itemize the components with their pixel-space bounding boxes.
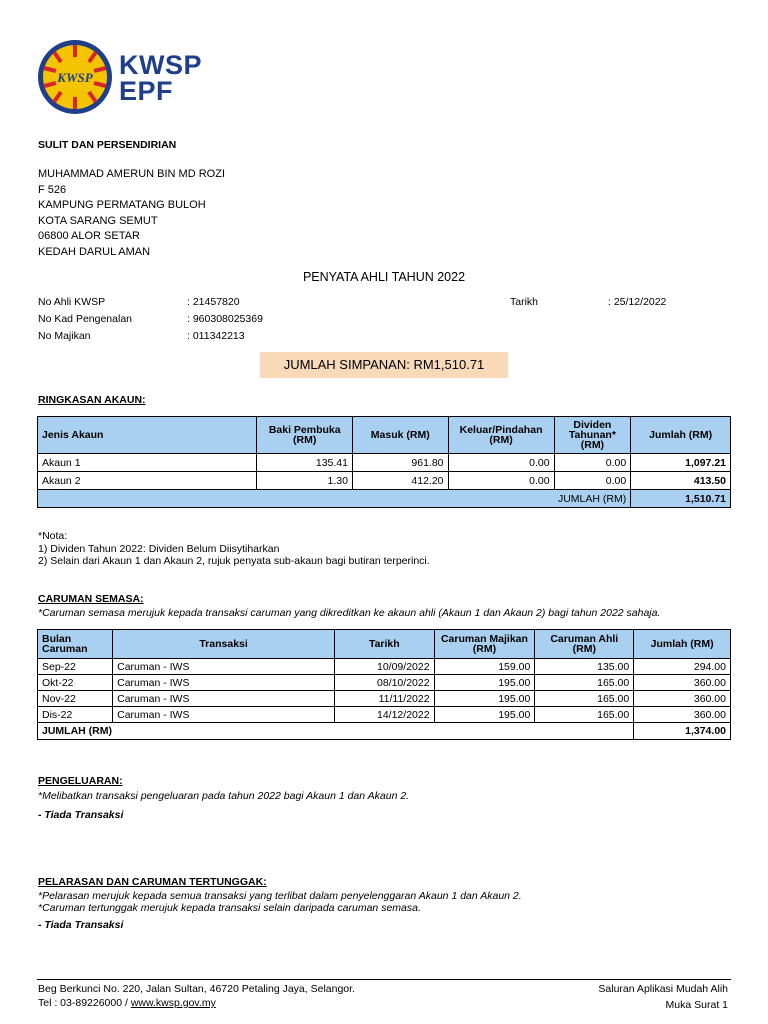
table-row — [38, 707, 731, 723]
cell-masuk: 412.20 — [352, 472, 448, 490]
table-row — [38, 691, 731, 707]
footer-channel: Saluran Aplikasi Mudah Alih — [598, 983, 728, 995]
cell-akaun: Akaun 1 — [38, 454, 257, 472]
caruman-table — [37, 629, 731, 740]
total-savings-text: JUMLAH SIMPANAN: RM1,510.71 — [283, 357, 485, 372]
footer-contact — [38, 997, 216, 1009]
cell-baki: 1.30 — [257, 472, 353, 490]
col-jumlah: Jumlah (RM) — [634, 630, 731, 659]
tertunggak-note: *Caruman tertunggak merujuk kepada transaksi selain daripada caruman semasa. — [38, 901, 421, 914]
kp-label: No Kad Pengenalan — [38, 313, 132, 325]
total-label: JUMLAH (RM) — [38, 723, 634, 740]
cell-bulan: Okt-22 — [38, 675, 113, 691]
cell-dividen: 0.00 — [554, 454, 631, 472]
cell-majikan: 195.00 — [434, 691, 535, 707]
cell-majikan: 195.00 — [434, 707, 535, 723]
total-value: 1,510.71 — [631, 490, 731, 508]
cell-keluar: 0.00 — [448, 454, 554, 472]
cell-jumlah: 360.00 — [634, 691, 731, 707]
table-row — [38, 675, 731, 691]
footer-address: Beg Berkunci No. 220, Jalan Sultan, 46720 Petaling Jaya, Selangor. — [38, 983, 355, 995]
cell-bulan: Nov-22 — [38, 691, 113, 707]
nota-block — [38, 530, 430, 568]
footer-page-number: Muka Surat 1 — [665, 999, 728, 1011]
kwsp-seal-icon — [36, 38, 114, 116]
cell-jumlah: 360.00 — [634, 707, 731, 723]
ringkasan-table — [37, 416, 731, 508]
col-caruman-majikan: Caruman Majikan (RM) — [434, 630, 535, 659]
pengeluaran-note: *Melibatkan transaksi pengeluaran pada tahun 2022 bagi Akaun 1 dan Akaun 2. — [38, 790, 410, 802]
pelarasan-heading: PELARASAN DAN CARUMAN TERTUNGGAK: — [38, 876, 267, 888]
col-masuk: Masuk (RM) — [352, 417, 448, 454]
brand-line2: EPF — [119, 76, 174, 106]
ahli-value: : 21457820 — [187, 296, 240, 308]
cell-tarikh: 10/09/2022 — [335, 659, 435, 675]
cell-ahli: 165.00 — [535, 675, 634, 691]
total-value: 1,374.00 — [634, 723, 731, 740]
pengeluaran-none: - Tiada Transaksi — [38, 809, 124, 821]
cell-tarikh: 14/12/2022 — [335, 707, 435, 723]
address-line: KOTA SARANG SEMUT — [38, 214, 158, 227]
caruman-heading: CARUMAN SEMASA: — [38, 593, 144, 605]
address-line: MUHAMMAD AMERUN BIN MD ROZI — [38, 168, 225, 180]
kp-value: : 960308025369 — [187, 313, 263, 325]
cell-bulan: Sep-22 — [38, 659, 113, 675]
cell-ahli: 165.00 — [535, 691, 634, 707]
address-line: KEDAH DARUL AMAN — [38, 245, 151, 258]
cell-transaksi: Caruman - IWS — [113, 659, 335, 675]
total-savings-banner — [260, 352, 508, 378]
ringkasan-heading: RINGKASAN AKAUN: — [38, 394, 146, 406]
cell-keluar: 0.00 — [448, 472, 554, 490]
majikan-value: : 011342213 — [187, 330, 245, 342]
tarikh-label: Tarikh — [510, 296, 539, 308]
majikan-label: No Majikan — [38, 330, 91, 342]
cell-jumlah: 1,097.21 — [631, 454, 731, 472]
caruman-note: *Caruman semasa merujuk kepada transaksi caruman yang dikreditkan ke akaun ahli (Akaun 1 dan Akaun 2) bagi tahun 2022 sahaja. — [38, 607, 661, 619]
col-keluar: Keluar/Pindahan (RM) — [448, 417, 554, 454]
cell-akaun: Akaun 2 — [38, 472, 257, 490]
table-row — [38, 454, 731, 472]
cell-transaksi: Caruman - IWS — [113, 675, 335, 691]
table-total-row — [38, 723, 731, 740]
svg-text:KWSP: KWSP — [57, 70, 93, 85]
col-jumlah: Jumlah (RM) — [631, 417, 731, 454]
cell-baki: 135.41 — [257, 454, 353, 472]
col-caruman-ahli: Caruman Ahli (RM) — [535, 630, 634, 659]
address-line: F 526 — [38, 183, 67, 196]
cell-ahli: 135.00 — [535, 659, 634, 675]
col-transaksi: Transaksi — [113, 630, 335, 659]
col-bulan: Bulan Caruman — [38, 630, 113, 659]
cell-jumlah: 360.00 — [634, 675, 731, 691]
table-header-row — [38, 630, 731, 659]
kwsp-logo — [36, 38, 202, 116]
cell-ahli: 165.00 — [535, 707, 634, 723]
col-baki-pembuka: Baki Pembuka (RM) — [257, 417, 353, 454]
confidential-label: SULIT DAN PERSENDIRIAN — [38, 139, 177, 151]
nota-item: 1) Dividen Tahun 2022: Dividen Belum Diisytiharkan — [38, 542, 280, 555]
table-header-row — [38, 417, 731, 454]
cell-majikan: 159.00 — [434, 659, 535, 675]
pelarasan-note: *Pelarasan merujuk kepada semua transaksi yang terlibat dalam penyelenggaran Akaun 1 dan Akaun 2. — [38, 890, 522, 902]
tarikh-value: : 25/12/2022 — [608, 296, 667, 308]
address-line: 06800 ALOR SETAR — [38, 230, 140, 243]
col-dividen: Dividen Tahunan* (RM) — [554, 417, 631, 454]
table-row — [38, 472, 731, 490]
col-tarikh: Tarikh — [335, 630, 435, 659]
total-label: JUMLAH (RM) — [38, 490, 631, 508]
cell-jumlah: 413.50 — [631, 472, 731, 490]
cell-jumlah: 294.00 — [634, 659, 731, 675]
brand-line1: KWSP — [119, 50, 202, 80]
cell-majikan: 195.00 — [434, 675, 535, 691]
member-address — [38, 167, 225, 261]
table-total-row — [38, 490, 731, 508]
statement-title: PENYATA AHLI TAHUN 2022 — [302, 270, 466, 284]
nota-item: 2) Selain dari Akaun 1 dan Akaun 2, rujuk penyata sub-akaun bagi butiran terperinci. — [38, 555, 430, 567]
footer-tel: Tel : 03-89226000 / — [38, 997, 131, 1009]
cell-tarikh: 11/11/2022 — [335, 691, 435, 707]
address-line: KAMPUNG PERMATANG BULOH — [38, 199, 206, 212]
pengeluaran-heading: PENGELUARAN: — [38, 775, 123, 787]
cell-masuk: 961.80 — [352, 454, 448, 472]
col-jenis-akaun: Jenis Akaun — [38, 417, 257, 454]
pelarasan-notes — [38, 891, 522, 914]
cell-tarikh: 08/10/2022 — [335, 675, 435, 691]
cell-dividen: 0.00 — [554, 472, 631, 490]
nota-title: *Nota: — [38, 530, 68, 542]
cell-bulan: Dis-22 — [38, 707, 113, 723]
ahli-label: No Ahli KWSP — [38, 296, 106, 308]
cell-transaksi: Caruman - IWS — [113, 691, 335, 707]
table-row — [38, 659, 731, 675]
footer-website-link[interactable]: www.kwsp.gov.my — [130, 997, 216, 1009]
footer-divider — [37, 979, 731, 980]
pelarasan-none: - Tiada Transaksi — [38, 919, 124, 931]
cell-transaksi: Caruman - IWS — [113, 707, 335, 723]
